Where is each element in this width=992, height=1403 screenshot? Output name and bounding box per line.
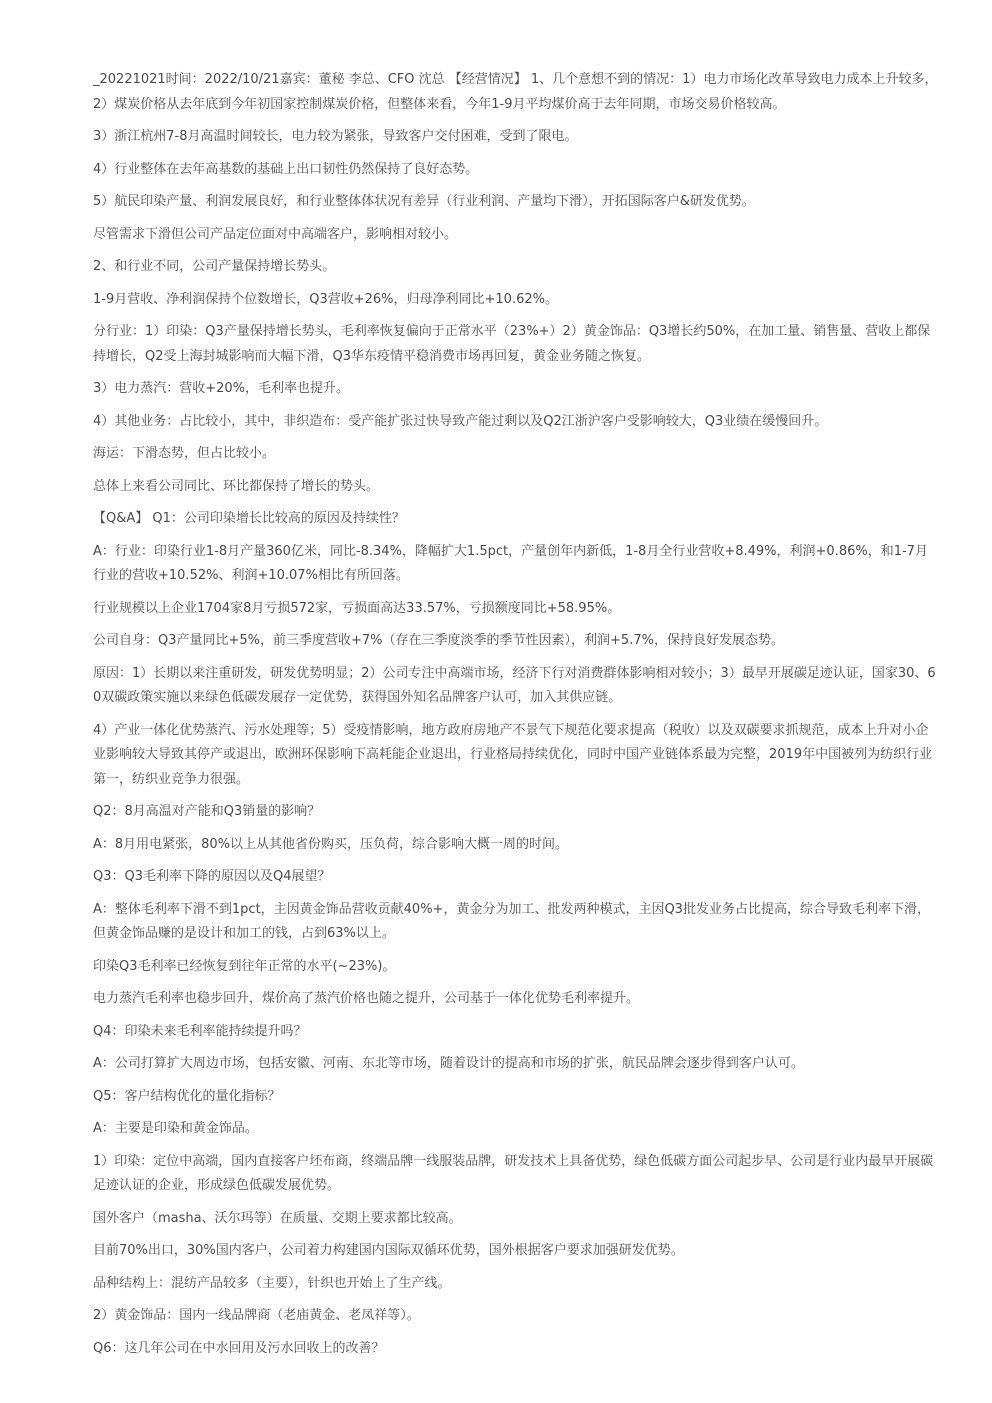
paragraph: 2）黄金饰品：国内一线品牌商（老庙黄金、老凤祥等）。 [93,1308,420,1323]
question: Q5：客户结构优化的量化指标？ [93,1088,281,1104]
paragraph: 原因：1）长期以来注重研发，研发优势明显；2）公司专注中高端市场，经济下行对消费群体影响相对较小；3）最早开展碳足迹认证，国家30、60双碳政策实施以来绿色低碳发展存一定优势，获得国外知名品牌客户认可，加入其供应链。 [93,665,936,705]
paragraph: 分行业：1）印染：Q3产量保持增长势头，毛利率恢复偏向于正常水平（23%+）2）黄金饰品：Q3增长约50%，在加工量、销售量、营收上都保持增长，Q2受上海封城影响而大幅下滑，Q3华东疫情平稳消费市场再回复，黄金业务随之恢复。 [93,324,931,364]
paragraph: _20221021时间：2022/10/21嘉宾：董秘 李总、CFO 沈总 【经营情况】 1、几个意想不到的情况：1）电力市场化改革导致电力成本上升较多，2）煤炭价格从去年底到今年初国家控制煤炭价格，但整体来看，今年1-9月平均煤价高于去年同期，市场交易价格较高。 [93,72,938,112]
answer: A：主要是印染和黄金饰品。 [93,1121,258,1136]
answer: A：8月用电紧张，80%以上从其他省份购买，压负荷，综合影响大概一周的时间。 [93,836,569,852]
answer: A：整体毛利率下滑不到1pct，主因黄金饰品营收贡献40%+，黄金分为加工、批发两种模式，主因Q3批发业务占比提高，综合导致毛利率下滑，但黄金饰品赚的是设计和加工的钱，占到63%以上。 [93,901,930,941]
paragraph: 2、和行业不同，公司产量保持增长势头。 [93,259,336,274]
paragraph: 4）产业一体化优势蒸汽、污水处理等；5）受疫情影响，地方政府房地产不景气下规范化要求提高（税收）以及双碳要求抓规范，成本上升对小企业影响较大导致其停产或退出，欧洲环保影响下高耗能企业退出，行业格局持续优化，同时中国产业链体系最为完整，2019年中国被列为纺织行业第一，纺织业竞争力很强。 [93,722,933,787]
paragraph: 1-9月营收、净利润保持个位数增长，Q3营收+26%，归母净利同比+10.62%。 [93,291,558,307]
paragraph: 1）印染：定位中高端，国内直接客户坯布商，终端品牌一线服装品牌，研发技术上具备优势，绿色低碳方面公司起步早、公司是行业内最早开展碳足迹认证的企业，形成绿色低碳发展优势。 [93,1153,934,1193]
paragraph: 4）其他业务：占比较小，其中，非织造布：受产能扩张过快导致产能过剩以及Q2江浙沪客户受影响较大，Q3业绩在缓慢回升。 [93,413,828,429]
paragraph: 品种结构上：混纺产品较多（主要），针织也开始上了生产线。 [93,1275,451,1291]
question: Q4：印染未来毛利率能持续提升吗？ [93,1023,307,1039]
question: Q2：8月高温对产能和Q3销量的影响？ [93,804,321,819]
paragraph: 4）行业整体在去年高基数的基础上出口韧性仍然保持了良好态势。 [93,161,479,177]
qa-heading: 【Q&A】 Q1：公司印染增长比较高的原因及持续性？ [93,511,405,526]
paragraph: 国外客户（masha、沃尔玛等）在质量、交期上要求都比较高。 [93,1210,462,1226]
paragraph: 3）电力蒸汽：营收+20%，毛利率也提升。 [93,381,350,396]
question: Q6：这几年公司在中水回用及污水回收上的改善？ [93,1340,385,1356]
paragraph: 尽管需求下滑但公司产品定位面对中高端客户，影响相对较小。 [93,226,458,242]
paragraph: 电力蒸汽毛利率也稳步回升，煤价高了蒸汽价格也随之提升，公司基于一体化优势毛利率提升。 [93,991,640,1006]
paragraph: 行业规模以上企业1704家8月亏损572家，亏损面高达33.57%，亏损额度同比+58.95%。 [93,600,621,616]
paragraph: A：行业：印染行业1-8月产量360亿米，同比-8.34%，降幅扩大1.5pct，产量创年内新低，1-8月全行业营收+8.49%，利润+0.86%，和1-7月行业的营收+10.52%、利润+10.07%相比有所回落。 [93,543,928,583]
paragraph: 5）航民印染产量、利润发展良好，和行业整体体状况有差异（行业利润、产量均下滑），开拓国际客户&研发优势。 [93,194,755,209]
paragraph: 印染Q3毛利率已经恢复到往年正常的水平(~23%)。 [93,958,396,974]
answer: A：公司打算扩大周边市场，包括安徽、河南、东北等市场，随着设计的提高和市场的扩张，航民品牌会逐步得到客户认可。 [93,1056,804,1071]
paragraph: 海运：下滑态势，但占比较小。 [93,446,276,461]
question: Q3：Q3毛利率下降的原因以及Q4展望？ [93,869,331,884]
paragraph: 总体上来看公司同比、环比都保持了增长的势头。 [93,478,380,494]
paragraph: 3）浙江杭州7-8月高温时间较长，电力较为紧张，导致客户交付困难，受到了限电。 [93,129,578,144]
paragraph: 目前70%出口，30%国内客户，公司着力构建国内国际双循环优势，国外根据客户要求加强研发优势。 [93,1243,684,1258]
paragraph: 公司自身：Q3产量同比+5%，前三季度营收+7%（存在三季度淡季的季节性因素），利润+5.7%，保持良好发展态势。 [93,633,784,648]
